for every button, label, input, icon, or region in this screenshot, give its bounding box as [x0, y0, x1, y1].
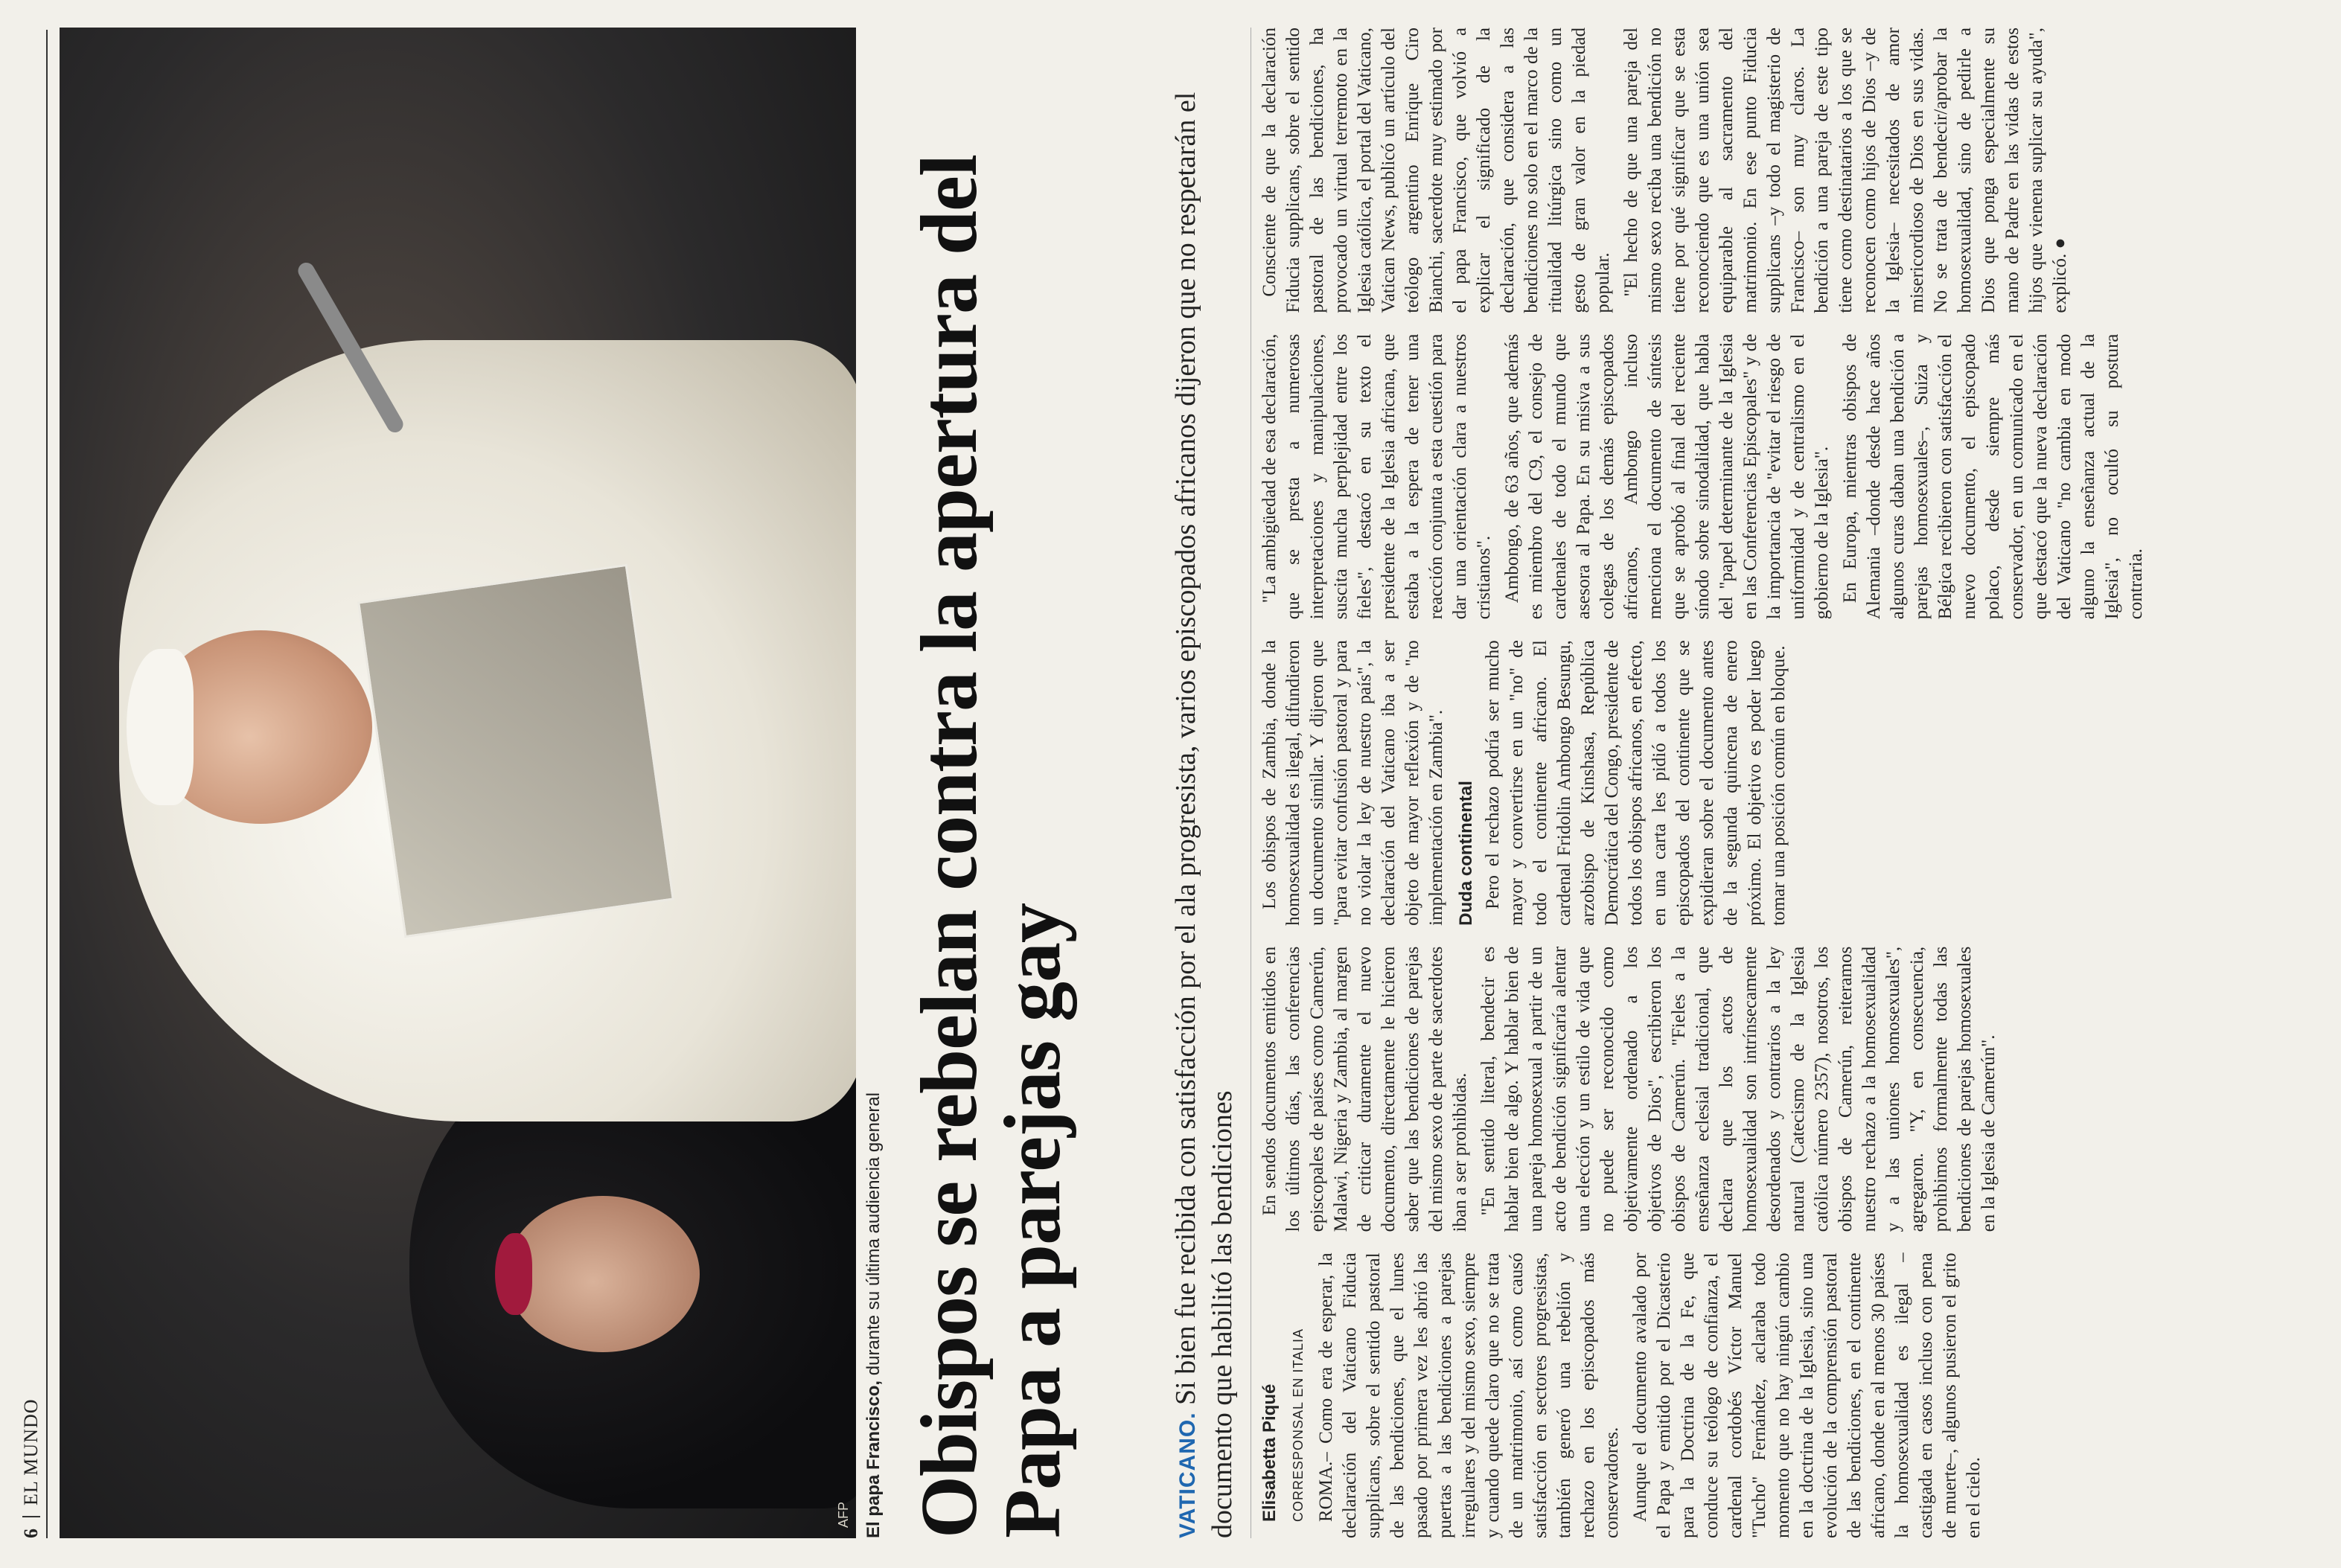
page-number: 6 — [20, 1528, 42, 1538]
caption-bold: El papa Francisco, — [863, 1380, 884, 1538]
pope-cap — [127, 649, 194, 805]
paragraph: Consciente de que la declaración Fiducia supplicans, sobre el sentido pastoral de las bendiciones, ha provocado un virtual terremoto en la Iglesia católica, el portal del Vaticano, Vatican News, publicó un artículo del teólogo argentino Enrique Ciro Bianchi, sacerdote muy estimado por el papa Francisco, que volvió a explicar el significado de la declaración, que considera a las bendiciones no solo en el marco de la ritualidad litúrgica sino como un gesto de gran valor en la piedad popular. — [1259, 28, 1613, 313]
section-name: EL MUNDO — [20, 1398, 42, 1505]
body-column — [1258, 947, 2315, 1232]
paragraph: "El hecho de que una pareja del mismo sexo reciba una bendición no tiene por qué significar que se esta reconociendo que es una unión sea equiparable al sacramento del matrimonio. En ese punto Fiducia supplicans –y todo el magisterio de Francisco– son muy claros. La bendición a una pareja de este tipo tiene como destinatarios a los que se reconocen como hijos de Dios –y de la Iglesia– necesitados de amor misericordioso de Dios en sus vidas. No se trata de bendecir/aprobar la homosexualidad, sino de pedirle a Dios que ponga especialmente su mano de Padre en las vidas de estos hijos que vienena suplicar su ayuda", explicó. ● — [1621, 28, 2070, 313]
dek-text: Si bien fue recibida con satisfacción por el ala progresista, varios episcopados africanos dijeron que no respetarán el documento que habilitó las bendiciones — [1170, 92, 1238, 1538]
subhead: Duda continental — [1456, 781, 1476, 926]
byline: Elisabetta Piqué — [1259, 1383, 1280, 1522]
photo-caption — [863, 28, 884, 1538]
article-body — [1258, 28, 2315, 1538]
body-column — [1258, 1252, 2315, 1538]
photo-credit: AFP — [836, 1501, 851, 1528]
folio-separator — [22, 1516, 40, 1517]
paragraph: Pero el rechazo podría ser mucho mayor y convertirse en un "no" de todo el continente africano. El cardenal Fridolin Ambongo Besungu, arzobispo de Kinshasa, República Democrática del Congo, presidente de todos los obispos africanos, en efecto, en una carta les pidió a todos los episcopados del continente que se expidieran sobre el documento antes de la segunda quincena de enero próximo. El objetivo es poder luego tomar una posición común en bloque. — [1483, 640, 1789, 926]
paragraph: En sendos documentos emitidos en los últimos días, las conferencias episcopales de países como Camerún, Malawi, Nigeria y Zambia, al margen de criticar duramente el nuevo documento, directamente le hicieron saber que las bendiciones de parejas del mismo sexo de parte de sacerdotes iban a ser prohibidas. — [1259, 946, 1470, 1232]
paragraph: Los obispos de Zambia, donde la homosexualidad es ilegal, difundieron un documento similar. Y dijeron que "para evitar confusión pastoral y para no violar la ley de nuestro país", la declaración del Vaticano iba a ser objeto de mayor reflexión y de "no implementación en Zambia". — [1259, 640, 1446, 926]
paragraph: "En sentido literal, bendecir es hablar bien de algo. Y hablar bien de una pareja homosexual a partir de un acto de bendición significaría alentar una elección y un estilo de vida que no puede ser reconocido como objetivamente ordenado a los objetivos de Dios", escribieron los obispos de Camerún. "Fieles a la enseñanza eclesial tradicional, que declara que los actos de homosexualidad son intrínsecamente desordenados y contrarios a la ley natural (Catecismo de la Iglesia católica número 2357), nosotros, los obispos de Camerún, reiteramos nuestro rechazo a la homosexualidad y a las uniones homosexuales", agregaron. "Y, en consecuencia, prohibimos formalmente todas las bendiciones de parejas homosexuales en la Iglesia de Camerún". — [1478, 946, 1999, 1232]
bishop-head — [506, 1196, 700, 1352]
folio — [16, 30, 48, 1538]
kicker: VATICANO. — [1175, 1412, 1200, 1538]
pope-photo — [60, 28, 856, 1538]
main-story — [60, 28, 1251, 1538]
body-column — [1258, 28, 2315, 313]
body-column — [1258, 334, 2315, 620]
body-column — [1258, 640, 2315, 926]
binder — [357, 564, 674, 938]
headline: Obispos se rebelan contra la apertura del Papa a parejas gay — [905, 155, 1077, 1538]
paragraph: ROMA.– Como era de esperar, la declaración del Vaticano Fiducia supplicans, sobre el sentido pastoral de las bendiciones, que el lunes pasado por primera vez les abrió las puertas a las bendiciones a parejas irregulares y del mismo sexo, siempre y cuando quede claro que no se trata de un matrimonio, así como causó satisfacción en sectores progresistas, también generó una rebelión y rechazo en los episcopados más conservadores. — [1316, 1252, 1622, 1538]
paragraph: Aunque el documento avalado por el Papa y emitido por el Dicasterio para la Doctrina de la Fe, que conduce su teólogo de confianza, el cardenal cordobés Víctor Manuel "Tucho" Fernández, aclaraba todo momento que no hay ningún cambio en la doctrina de la Iglesia, sino una evolución de la comprensión pastoral de las bendiciones, en el continente africano, donde en al menos 30 países la homosexualidad es ilegal –castigada en casos incluso con pena de muerte–, algunos pusieron el grito en el cielo. — [1630, 1252, 1984, 1538]
byline-role: CORRESPONSAL EN ITALIA — [1291, 1328, 1306, 1522]
dek — [1169, 28, 1239, 1538]
paragraph: En Europa, mientras obispos de Alemania –donde desde hace años algunos curas daban una bendición a parejas homosexuales–, Suiza y Bélgica recibieron con satisfacción el nuevo documento, el episcopado polaco, desde siempre más conservador, en un comunicado en el que destacó que la nueva declaración del Vaticano "no cambia en modo alguno la enseñanza actual de la Iglesia", no ocultó su postura contraria. — [1840, 333, 2146, 620]
zucchetto — [495, 1233, 532, 1315]
paragraph: Ambongo, de 63 años, que además es miembro del C9, el consejo de cardenales de todo el mundo que asesora al Papa. En su misiva a sus colegas de los demás episcopados africanos, Ambongo incluso menciona el documento de síntesis que se aprobó al final del reciente sínodo sobre sinodalidad, que habla del "papel determinante de la Iglesia en las Conferencias Episcopales" y de la importancia de "evitar el riesgo de uniformidad y de centralismo en el gobierno de la Iglesia". — [1502, 333, 1832, 620]
caption-text: durante su última audiencia general — [863, 1092, 884, 1376]
paragraph: "La ambigüedad de esa declaración, que se presta a numerosas interpretaciones y manipulaciones, suscita mucha perplejidad entre los fieles", destacó en su texto el presidente de la Iglesia africana, que estaba a la espera de tener una reacción conjunta a esta cuestión para dar una orientación clara a nuestros cristianos". — [1259, 333, 1494, 620]
